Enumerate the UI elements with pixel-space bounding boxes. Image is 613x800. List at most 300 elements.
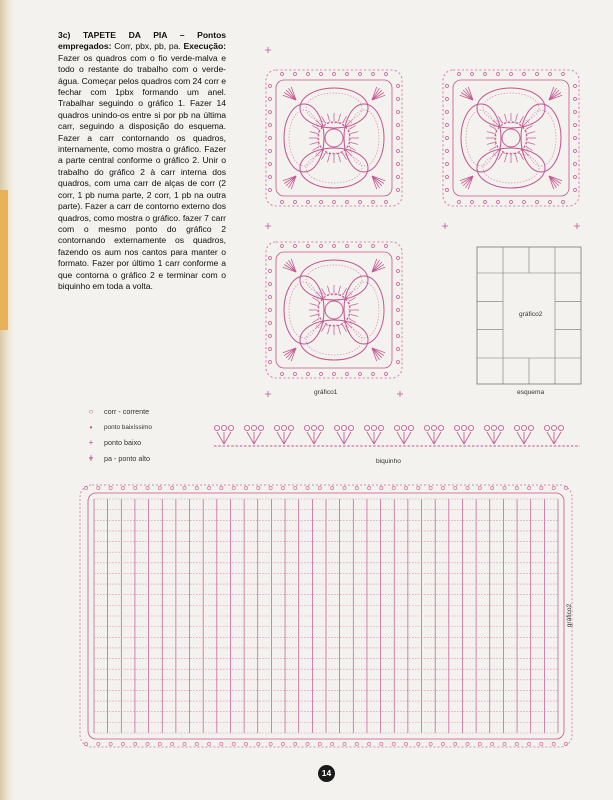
motif-border-chain <box>269 111 272 114</box>
motif-border-chain <box>269 348 272 351</box>
motif-border-chain <box>320 245 323 248</box>
mesh-edge-picot <box>454 486 457 489</box>
motif-border-chain <box>333 373 336 376</box>
mesh-edge-picot <box>306 486 309 489</box>
mesh-edge-picot <box>527 486 530 489</box>
mesh-edge-picot <box>207 486 210 489</box>
motif-border-chain <box>269 150 272 153</box>
motif-radial-stitch <box>527 142 535 144</box>
picot-stitch <box>254 432 261 444</box>
picot-loop <box>558 425 563 430</box>
mesh-edge-picot <box>146 742 149 745</box>
legend-item-single-crochet <box>86 435 206 451</box>
motif-border-chain <box>294 373 297 376</box>
mesh-edge-picot <box>121 742 124 745</box>
picot-cluster <box>544 425 563 444</box>
motif-border-chain <box>372 245 375 248</box>
motif-radial-stitch <box>328 154 330 162</box>
motif-border-chain <box>385 373 388 376</box>
mesh-edge-picot <box>343 486 346 489</box>
motif-radial-stitch <box>505 154 507 162</box>
mesh-edge-picot <box>417 486 420 489</box>
mesh-edge-picot <box>183 486 186 489</box>
motif-border-chain <box>510 73 513 76</box>
picot-loop <box>281 425 286 430</box>
motif-border-chain <box>397 111 400 114</box>
picot-stitch <box>404 432 411 444</box>
motif-border-chain <box>446 85 449 88</box>
picot-loop <box>221 425 226 430</box>
motif-border-chain <box>446 111 449 114</box>
motif-border-chain <box>397 150 400 153</box>
motif-border-chain <box>269 309 272 312</box>
mesh-edge-picot <box>478 742 481 745</box>
motif-border-chain <box>307 373 310 376</box>
mesh-edge-picot <box>232 486 235 489</box>
motif-border-chain <box>294 245 297 248</box>
mesh-edge-picot <box>380 486 383 489</box>
picot-loop <box>341 425 346 430</box>
picot-loop <box>401 425 406 430</box>
picot-stitch <box>344 432 351 444</box>
caption-grafico2: gráfico2 <box>566 603 574 628</box>
mesh-edge-picot <box>183 742 186 745</box>
motif-radial-stitch <box>350 304 358 306</box>
mesh-edge-picot <box>232 742 235 745</box>
motif-border-chain <box>269 296 272 299</box>
motif-border-chain <box>269 270 272 273</box>
motif-border-chain <box>397 176 400 179</box>
join-mark <box>397 391 403 397</box>
mesh-edge-picot <box>404 486 407 489</box>
motif-border-chain <box>281 201 284 204</box>
mesh-edge-picot <box>466 486 469 489</box>
picot-edging-chart <box>214 425 580 446</box>
picot-cluster <box>364 425 383 444</box>
picot-loop <box>468 425 473 430</box>
square-motif <box>443 70 579 206</box>
picot-stitch <box>457 432 464 444</box>
mesh-edge-picot <box>478 486 481 489</box>
motif-radial-stitch <box>515 114 517 122</box>
mesh-edge-picot <box>380 742 383 745</box>
motif-border-chain <box>549 73 552 76</box>
mesh-edge-picot <box>441 486 444 489</box>
mesh-edge-picot <box>503 486 506 489</box>
legend-item-slip-stitch <box>86 420 206 436</box>
motif-border-chain <box>458 201 461 204</box>
picot-loop <box>431 425 436 430</box>
picot-loop <box>304 425 309 430</box>
picot-loop <box>394 425 399 430</box>
mesh-edge-picot <box>429 742 432 745</box>
motif-border-chain <box>359 373 362 376</box>
motif-border-chain <box>536 73 539 76</box>
motif-radial-stitch <box>328 114 330 122</box>
motif-border-chain <box>446 189 449 192</box>
picot-loop <box>544 425 549 430</box>
mesh-edge-picot <box>318 486 321 489</box>
picot-stitch <box>337 432 344 444</box>
mesh-edge-picot <box>257 742 260 745</box>
single-crochet-icon: + <box>88 438 94 448</box>
motif-border-chain <box>574 150 577 153</box>
motif-border-chain <box>397 85 400 88</box>
picot-cluster <box>424 425 443 444</box>
motif-border-chain <box>397 283 400 286</box>
motif-border-chain <box>446 163 449 166</box>
picot-loop <box>461 425 466 430</box>
mesh-edge-picot <box>109 486 112 489</box>
motif-center-anel <box>502 129 520 147</box>
motif-border-chain <box>536 201 539 204</box>
mesh-edge-picot <box>134 742 137 745</box>
motif-border-chain <box>359 245 362 248</box>
mesh-edge-picot <box>109 742 112 745</box>
picot-stitch <box>397 432 404 444</box>
motif-border-chain <box>269 124 272 127</box>
mesh-edge-picot <box>454 742 457 745</box>
motif-border-chain <box>484 73 487 76</box>
motif-border-chain <box>269 163 272 166</box>
mesh-edge-picot <box>331 486 334 489</box>
picot-loop <box>311 425 316 430</box>
picot-stitch <box>487 432 494 444</box>
mesh-edge-picot <box>97 486 100 489</box>
picot-stitch <box>554 432 561 444</box>
motif-border-chain <box>281 73 284 76</box>
mesh-edge-picot <box>392 486 395 489</box>
motif-border-chain <box>471 201 474 204</box>
mesh-edge-picot <box>404 742 407 745</box>
motif-charts <box>265 47 580 397</box>
picot-loop <box>251 425 256 430</box>
motif-radial-stitch <box>350 132 358 134</box>
motif-border-chain <box>397 348 400 351</box>
motif-border-chain <box>562 201 565 204</box>
picot-loop <box>244 425 249 430</box>
mesh-edge-picot <box>195 742 198 745</box>
mesh-edge-picot <box>146 486 149 489</box>
motif-border-chain <box>269 361 272 364</box>
motif-border-chain <box>397 163 400 166</box>
motif-border-chain <box>523 201 526 204</box>
mesh-edge-picot <box>158 742 161 745</box>
square-motif <box>266 242 402 378</box>
page-number: 14 <box>318 765 335 782</box>
picot-cluster <box>214 425 233 444</box>
motif-border-chain <box>574 111 577 114</box>
motif-border-chain <box>372 73 375 76</box>
legend-label: ponto baixíssimo <box>104 423 152 431</box>
mesh-edge-picot <box>552 742 555 745</box>
mesh-edge-picot <box>281 486 284 489</box>
picot-loop <box>528 425 533 430</box>
motif-radial-stitch <box>310 142 318 144</box>
mesh-edge-picot <box>220 486 223 489</box>
square-motif <box>266 70 402 206</box>
picot-stitch <box>224 432 231 444</box>
picot-loop <box>258 425 263 430</box>
picot-loop <box>454 425 459 430</box>
picot-stitch <box>464 432 471 444</box>
mesh-edge-picot <box>355 486 358 489</box>
motif-radial-stitch <box>350 142 358 144</box>
mesh-edge-picot <box>121 486 124 489</box>
mesh-edge-picot <box>503 742 506 745</box>
motif-radial-stitch <box>338 326 340 334</box>
picot-loop <box>514 425 519 430</box>
motif-border-chain <box>549 201 552 204</box>
motif-border-chain <box>372 201 375 204</box>
motif-border-chain <box>269 322 272 325</box>
picot-cluster <box>274 425 293 444</box>
mesh-edge-picot <box>540 486 543 489</box>
instructions-execution-label: Execução: <box>183 41 226 52</box>
mesh-edge-picot <box>195 486 198 489</box>
picot-stitch <box>494 432 501 444</box>
motif-border-chain <box>446 98 449 101</box>
motif-border-chain <box>307 73 310 76</box>
motif-border-chain <box>320 201 323 204</box>
slip-stitch-icon: • <box>89 422 93 432</box>
motif-border-chain <box>359 73 362 76</box>
picot-stitch <box>277 432 284 444</box>
motif-border-chain <box>346 201 349 204</box>
motif-border-chain <box>397 322 400 325</box>
mesh-edge-picot <box>515 486 518 489</box>
picot-loop <box>378 425 383 430</box>
mesh-edge-picot <box>207 742 210 745</box>
mesh-edge-picot <box>269 486 272 489</box>
mesh-edge-picot <box>540 742 543 745</box>
motif-border-chain <box>574 176 577 179</box>
motif-border-chain <box>385 245 388 248</box>
picot-loop <box>498 425 503 430</box>
motif-border-chain <box>458 73 461 76</box>
mesh-edge-picot <box>220 742 223 745</box>
motif-radial-stitch <box>328 326 330 334</box>
motif-radial-stitch <box>338 114 340 122</box>
motif-border-chain <box>471 73 474 76</box>
motif-border-chain <box>574 98 577 101</box>
caption-esquema: esquema <box>517 389 545 396</box>
mesh-edge-picot <box>269 742 272 745</box>
motif-border-chain <box>397 335 400 338</box>
picot-stitch <box>217 432 224 444</box>
stitch-legend <box>86 404 206 466</box>
mesh-edge-picot <box>392 742 395 745</box>
picot-stitch <box>517 432 524 444</box>
caption-grafico1: gráfico1 <box>314 389 338 396</box>
motif-border-chain <box>294 73 297 76</box>
motif-border-chain <box>397 361 400 364</box>
motif-border-chain <box>397 189 400 192</box>
instructions-stitches: Corr, pbx, pb, pa. <box>111 41 184 52</box>
picot-loop <box>288 425 293 430</box>
mesh-edge-picot <box>171 742 174 745</box>
legend-label: pa - ponto alto <box>104 453 150 463</box>
picot-cluster <box>394 425 413 444</box>
motif-radial-stitch <box>487 132 495 134</box>
legend-item-chain <box>86 404 206 420</box>
picot-loop <box>484 425 489 430</box>
motif-border-chain <box>269 335 272 338</box>
picot-loop <box>228 425 233 430</box>
picot-loop <box>491 425 496 430</box>
motif-border-chain <box>397 137 400 140</box>
mesh-edge-picot <box>491 486 494 489</box>
motif-petal <box>477 88 545 128</box>
motif-radial-stitch <box>505 114 507 122</box>
motif-border-chain <box>372 373 375 376</box>
mesh-edge-picot <box>294 742 297 745</box>
motif-border-chain <box>497 201 500 204</box>
motif-border-chain <box>385 201 388 204</box>
motif-border-chain <box>281 245 284 248</box>
motif-border-chain <box>574 124 577 127</box>
mesh-edge-picot <box>515 742 518 745</box>
mesh-edge-picot <box>281 742 284 745</box>
motif-border-chain <box>269 176 272 179</box>
mesh-edge-picot <box>429 486 432 489</box>
picot-stitch <box>434 432 441 444</box>
picot-loop <box>274 425 279 430</box>
motif-border-chain <box>397 296 400 299</box>
motif-border-chain <box>333 245 336 248</box>
motif-border-chain <box>397 309 400 312</box>
motif-center-anel <box>325 129 343 147</box>
motif-border-chain <box>446 150 449 153</box>
mesh-edge-picot <box>343 742 346 745</box>
motif-radial-stitch <box>515 154 517 162</box>
mesh-edge-picot <box>564 486 567 489</box>
mesh-edge-picot <box>441 742 444 745</box>
motif-radial-stitch <box>527 132 535 134</box>
picot-cluster <box>454 425 473 444</box>
motif-border-chain <box>320 73 323 76</box>
motif-petal <box>300 88 368 128</box>
picot-loop <box>334 425 339 430</box>
picot-stitch <box>524 432 531 444</box>
picot-loop <box>521 425 526 430</box>
mesh-edge-picot <box>331 742 334 745</box>
mesh-edge-picot <box>171 486 174 489</box>
picot-stitch <box>367 432 374 444</box>
motif-radial-stitch <box>310 304 318 306</box>
mesh-edge-picot <box>158 486 161 489</box>
picot-loop <box>424 425 429 430</box>
mesh-edge-picot <box>294 486 297 489</box>
legend-label: ponto baixo <box>104 438 142 448</box>
join-mark <box>442 223 448 229</box>
mesh-edge-picot <box>134 486 137 489</box>
join-mark <box>265 391 271 397</box>
motif-border-chain <box>346 245 349 248</box>
motif-border-chain <box>307 245 310 248</box>
center-mesh-chart <box>80 485 572 747</box>
mesh-edge-picot <box>244 742 247 745</box>
picot-stitch <box>427 432 434 444</box>
mesh-edge-picot <box>244 486 247 489</box>
picot-loop <box>348 425 353 430</box>
motif-border-chain <box>269 257 272 260</box>
motif-radial-stitch <box>338 286 340 294</box>
motif-border-chain <box>269 98 272 101</box>
motif-border-chain <box>397 257 400 260</box>
picot-loop <box>408 425 413 430</box>
motif-border-chain <box>562 73 565 76</box>
join-mark <box>574 223 580 229</box>
instructions-heading: 3c) TAPETE DA PIA – Pontos empregados: <box>58 30 226 52</box>
mesh-edge-picot <box>97 742 100 745</box>
motif-border-chain <box>269 283 272 286</box>
motif-border-chain <box>510 201 513 204</box>
motif-border-chain <box>359 201 362 204</box>
motif-border-chain <box>269 85 272 88</box>
motif-border-chain <box>397 270 400 273</box>
mesh-edge-picot <box>367 486 370 489</box>
picot-cluster <box>514 425 533 444</box>
mesh-edge-picot <box>318 742 321 745</box>
picot-cluster <box>304 425 323 444</box>
motif-border-chain <box>346 73 349 76</box>
motif-radial-stitch <box>310 132 318 134</box>
motif-border-chain <box>397 124 400 127</box>
instructions-body: Fazer os quadros com o fio verde-malva e todo o restante do trabalho com o verde-água. Começar pelos quadros com 24 corr e fechar com 1pbx formando um anel. Trabalhar seguindo o gráfico 1. Fazer 14 quadros unindo-os entre si por pb na última carr, seguindo a disposição do esquema. Fazer a carr contornando os quadros, internamente, como mostra o gráfico. Fazer a parte central conforme o gráfico 2. Unir o trabalho do gráfico 2 à carr interna dos quadros, com uma carr de alças de corr (2 corr, 1 pb numa parte, 2 corr, 1 pb na outra parte). Fazer a carr de contorno externo dos quadros, como mostra o gráfico. fazer 7 carr com o mesmo ponto do gráfico 2 contornando externamente os quadros, fazendo os aum nos cantos para manter o formato. Fazer por último 1 carr conforme a que contorna o gráfico 2 e terminar com o biquinho em toda a volta. <box>58 52 227 291</box>
mesh-edge-picot <box>552 486 555 489</box>
picot-stitch <box>547 432 554 444</box>
motif-radial-stitch <box>310 314 318 316</box>
mesh-edge-picot <box>306 742 309 745</box>
motif-border-chain <box>281 373 284 376</box>
picot-loop <box>318 425 323 430</box>
motif-border-chain <box>307 201 310 204</box>
picot-loop <box>214 425 219 430</box>
double-crochet-icon: ǂ <box>88 453 94 463</box>
picot-loop <box>438 425 443 430</box>
motif-border-chain <box>446 137 449 140</box>
motif-border-chain <box>574 85 577 88</box>
motif-border-chain <box>574 137 577 140</box>
picot-cluster <box>334 425 353 444</box>
chain-stitch-icon: ○ <box>88 407 94 417</box>
picot-cluster <box>244 425 263 444</box>
picot-stitch <box>307 432 314 444</box>
caption-esquema-center: gráfico2 <box>519 311 543 318</box>
motif-border-chain <box>269 137 272 140</box>
mesh-edge-picot <box>355 742 358 745</box>
motif-border-chain <box>294 201 297 204</box>
motif-border-chain <box>397 98 400 101</box>
join-mark <box>265 223 271 229</box>
motif-border-chain <box>497 73 500 76</box>
caption-biquinho: biquinho <box>376 458 401 465</box>
join-mark <box>265 47 271 53</box>
motif-border-chain <box>574 163 577 166</box>
mesh-edge-picot <box>257 486 260 489</box>
picot-stitch <box>314 432 321 444</box>
motif-radial-stitch <box>350 314 358 316</box>
motif-border-chain <box>269 189 272 192</box>
motif-radial-stitch <box>487 142 495 144</box>
picot-stitch <box>374 432 381 444</box>
motif-radial-stitch <box>338 154 340 162</box>
mesh-edge-picot <box>417 742 420 745</box>
motif-border-chain <box>574 189 577 192</box>
picot-stitch <box>284 432 291 444</box>
motif-border-chain <box>523 73 526 76</box>
